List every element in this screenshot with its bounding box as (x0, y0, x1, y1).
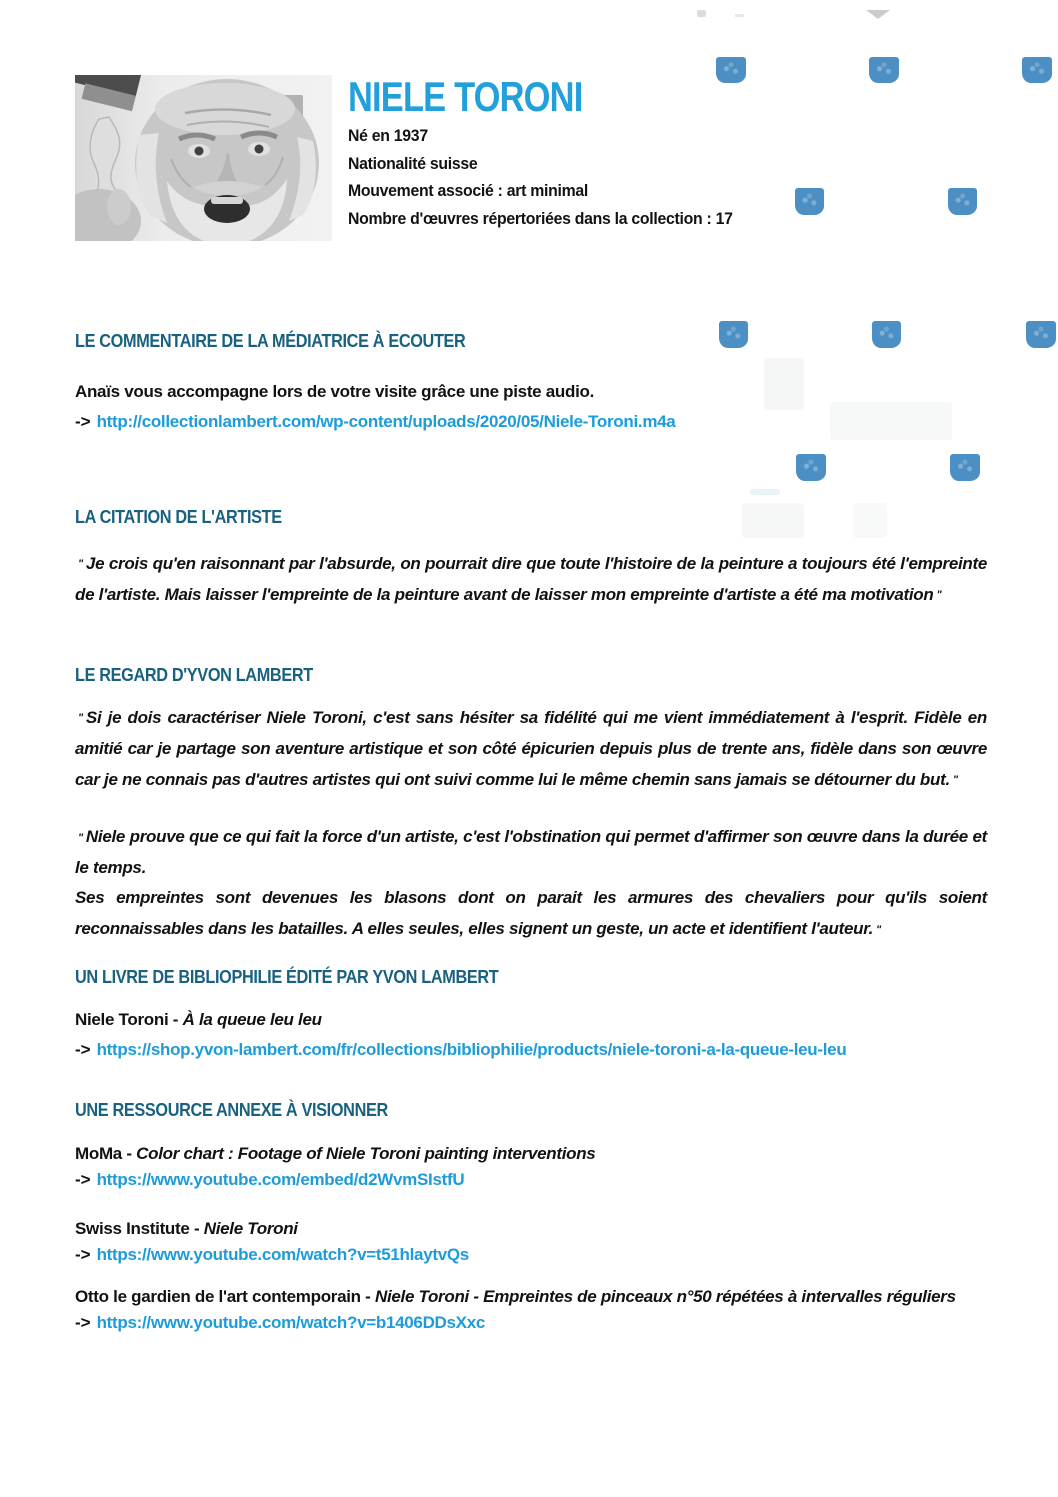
open-quote-mark: " (78, 558, 83, 570)
link-arrow: -> (75, 1245, 91, 1264)
resource-title: Niele Toroni (203, 1219, 298, 1238)
shop-link[interactable]: https://shop.yvon-lambert.com/fr/collections/bibliophilie/products/niele-toroni-a-la-queue-leu-leu (96, 1040, 847, 1059)
regard-quote-1 (75, 702, 987, 795)
bio-movement: Mouvement associé : art minimal (348, 181, 588, 200)
regard-quote-2-part2: Ses empreintes sont devenues les blasons dont on parait les armures des chevaliers pour qu'ils soient reconnaissables dans les batailles. A elles seules, elles signent un geste, un acte et identifient l'auteur. (75, 888, 987, 938)
faint-mark (735, 14, 744, 17)
resource-title: Color chart : Footage of Niele Toroni painting interventions (136, 1144, 596, 1163)
audio-link[interactable]: http://collectionlambert.com/wp-content/uploads/2020/05/Niele-Toroni.m4a (96, 412, 676, 431)
link-arrow: -> (75, 1313, 91, 1332)
regard-quote-2-part1: Niele prouve que ce qui fait la force d'un artiste, c'est l'obstination qui permet d'affirmer son œuvre dans la durée et le temps. (75, 827, 987, 877)
brush-stamp (1022, 57, 1052, 83)
citation-quote-text: Je crois qu'en raisonnant par l'absurde, on pourrait dire que toute l'histoire de la peinture a toujours été l'empreinte de l'artiste. Mais laisser l'empreinte de la peinture avant de laisser mon empreinte d'artiste a été ma motivation (75, 554, 987, 604)
commentaire-link-line (75, 410, 987, 434)
ghost-stamp (742, 503, 804, 538)
brush-stamp (872, 321, 901, 348)
page-title: NIELE TORONI (348, 73, 583, 120)
faint-mark (697, 10, 706, 17)
commentaire-text: Anaïs vous accompagne lors de votre visite grâce une piste audio. (75, 382, 595, 401)
section-heading-regard: LE REGARD D'YVON LAMBERT (75, 664, 313, 685)
brush-stamp (950, 454, 980, 481)
section-heading-citation: LA CITATION DE L'ARTISTE (75, 506, 282, 527)
close-quote-mark: " (952, 774, 958, 786)
ghost-stamp (750, 489, 780, 495)
bio-nationality: Nationalité suisse (348, 153, 478, 173)
resource-item-moma (75, 1141, 987, 1193)
artist-bio (348, 122, 943, 232)
section-heading-ressource: UNE RESSOURCE ANNEXE À VISIONNER (75, 1099, 388, 1120)
resource-link-swiss[interactable]: https://www.youtube.com/watch?v=t51hlaytvQs (96, 1245, 469, 1264)
regard-quote-2 (75, 822, 987, 944)
artist-photo (75, 75, 332, 241)
artist-portrait-illustration (75, 75, 332, 241)
link-arrow: -> (75, 412, 91, 431)
resource-prefix: MoMa - (75, 1144, 137, 1163)
brush-stamp (716, 57, 746, 83)
brush-stamp (796, 454, 826, 481)
resource-prefix: Otto le gardien de l'art contemporain - (75, 1287, 375, 1306)
resource-link-otto[interactable]: https://www.youtube.com/watch?v=b1406DDsXxc (96, 1313, 486, 1332)
brush-stamp (719, 321, 748, 348)
link-arrow: -> (75, 1170, 91, 1189)
resource-prefix: Swiss Institute - (75, 1219, 204, 1238)
resource-title: Niele Toroni - Empreintes de pinceaux n°50 répétées à intervalles réguliers (374, 1287, 956, 1306)
brush-stamp (948, 188, 977, 215)
livre-prefix: Niele Toroni - (75, 1010, 183, 1029)
resource-item-otto (75, 1284, 987, 1336)
resource-link-moma[interactable]: https://www.youtube.com/embed/d2WvmSIstfU (96, 1170, 465, 1189)
close-quote-mark: " (936, 589, 942, 601)
bio-birth: Né en 1937 (348, 126, 428, 145)
link-arrow: -> (75, 1040, 91, 1059)
brush-stamp (1026, 321, 1056, 348)
ghost-stamp (853, 503, 887, 538)
livre-book-title: À la queue leu leu (182, 1010, 322, 1029)
bio-works-count: Nombre d'œuvres répertoriées dans la collection : 17 (348, 208, 733, 228)
chevron-down-mark (866, 10, 890, 19)
section-heading-livre: UN LIVRE DE BIBLIOPHILIE ÉDITÉ PAR YVON LAMBERT (75, 966, 499, 987)
brush-stamp (795, 188, 824, 215)
regard-quote-1-text: Si je dois caractériser Niele Toroni, c'est sans hésiter sa fidélité qui me vient immédiatement à l'esprit. Fidèle en amitié car je partage son aventure artistique et son côté épicurien depuis plus de trente ans, fidèle dans son œuvre car je ne connais pas d'autres artistes qui ont suivi comme lui le même chemin sans jamais se détourner du but. (75, 708, 987, 789)
open-quote-mark: " (78, 712, 83, 724)
resource-item-swiss-institute (75, 1216, 987, 1268)
open-quote-mark: " (78, 832, 83, 844)
section-heading-commentaire: LE COMMENTAIRE DE LA MÉDIATRICE À ECOUTER (75, 330, 466, 351)
citation-quote (75, 548, 987, 610)
livre-title-line (75, 1008, 987, 1032)
livre-link-line (75, 1038, 987, 1062)
brush-stamp (869, 57, 899, 83)
close-quote-mark: " (876, 923, 881, 936)
